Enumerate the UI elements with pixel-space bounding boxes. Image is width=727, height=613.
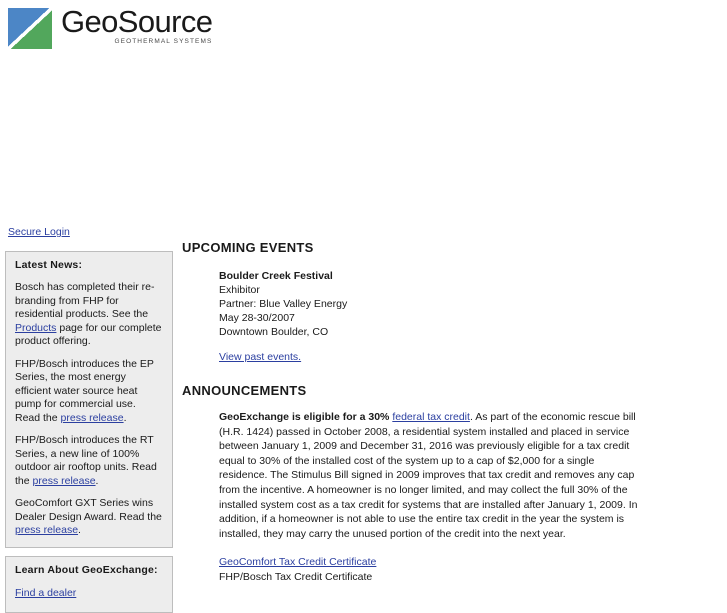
geocomfort-tax-credit-certificate-link[interactable]: GeoComfort Tax Credit Certificate: [219, 555, 642, 570]
press-release-link[interactable]: press release: [61, 412, 124, 424]
press-release-link[interactable]: press release: [15, 524, 78, 536]
news-item-text-pre: GeoComfort GXT Series wins Dealer Design Award. Read the: [15, 497, 162, 523]
certificate-links: [219, 555, 642, 584]
geosource-logo-icon: [8, 8, 52, 49]
news-item: [15, 497, 163, 538]
announcements-heading: ANNOUNCEMENTS: [182, 383, 642, 398]
latest-news-panel: [5, 251, 173, 548]
news-item: [15, 434, 163, 488]
news-item: [15, 281, 163, 349]
view-past-events-link[interactable]: View past events.: [219, 351, 301, 363]
press-release-link[interactable]: press release: [33, 475, 96, 487]
fhp-bosch-tax-credit-certificate-link[interactable]: FHP/Bosch Tax Credit Certificate: [219, 570, 642, 585]
federal-tax-credit-link[interactable]: federal tax credit: [392, 411, 470, 423]
news-item-text-pre: Bosch has completed their re-branding from FHP for residential products. See the: [15, 281, 154, 320]
main-content: [182, 240, 642, 584]
news-item-text-post: .: [124, 412, 127, 424]
event-partner: Partner: Blue Valley Energy: [219, 297, 642, 311]
news-item-text-post: .: [78, 524, 81, 536]
announcement-text: [219, 410, 639, 541]
event-role: Exhibitor: [219, 283, 642, 297]
event-date: May 28-30/2007: [219, 311, 642, 325]
secure-login-row: [0, 226, 174, 242]
news-item-text-pre: FHP/Bosch introduces the EP Series, the most energy efficient water source heat pump for commercial use. Read the: [15, 358, 154, 424]
site-logo[interactable]: [8, 8, 212, 49]
learn-geoexchange-title: Learn About GeoExchange:: [15, 564, 163, 576]
news-item-text-post: .: [96, 475, 99, 487]
announcement-body-text: . As part of the economic rescue bill (H.R. 1424) passed in October 2008, a residential system installed and placed in service between January 1, 2009 and December 31, 2016 was previously eligible for a tax credit equal to 30% of the installed cost of the system up to a cap of $2,000 for a single residence. The Stimulus Bill signed in 2009 improves that tax credit and removes any cap from the incentive. A homeowner is no longer limited, and may collect the full 30% of the installed system cost as a tax credit for systems that are installed after January 1, 2009. In addition, if a homeowner is not able to use the entire tax credit in the year the system is installed, they may carry the unused portion of the credit into the next year.: [219, 411, 637, 540]
site-header: [0, 0, 727, 210]
learn-geoexchange-panel: [5, 556, 173, 613]
logo-tagline: GEOTHERMAL SYSTEMS: [61, 38, 212, 45]
latest-news-title: Latest News:: [15, 259, 163, 271]
upcoming-events-heading: UPCOMING EVENTS: [182, 240, 642, 255]
event-details: [219, 269, 642, 363]
find-dealer-row: [15, 587, 163, 601]
past-events-row: [219, 351, 642, 363]
logo-wordmark: GeoSource: [61, 6, 212, 38]
logo-text-block: [61, 6, 212, 45]
find-a-dealer-link[interactable]: Find a dealer: [15, 587, 76, 599]
news-item-text-post: page for our complete product offering.: [15, 322, 162, 348]
event-location: Downtown Boulder, CO: [219, 325, 642, 339]
news-item-text-pre: FHP/Bosch introduces the RT Series, a new line of 100% outdoor air rooftop units. Read the: [15, 434, 157, 487]
products-link[interactable]: Products: [15, 322, 56, 334]
event-name: Boulder Creek Festival: [219, 269, 642, 283]
sidebar: [0, 226, 174, 613]
announcement-lead: GeoExchange is eligible for a 30%: [219, 411, 392, 423]
news-item: [15, 358, 163, 426]
secure-login-link[interactable]: Secure Login: [8, 226, 70, 238]
